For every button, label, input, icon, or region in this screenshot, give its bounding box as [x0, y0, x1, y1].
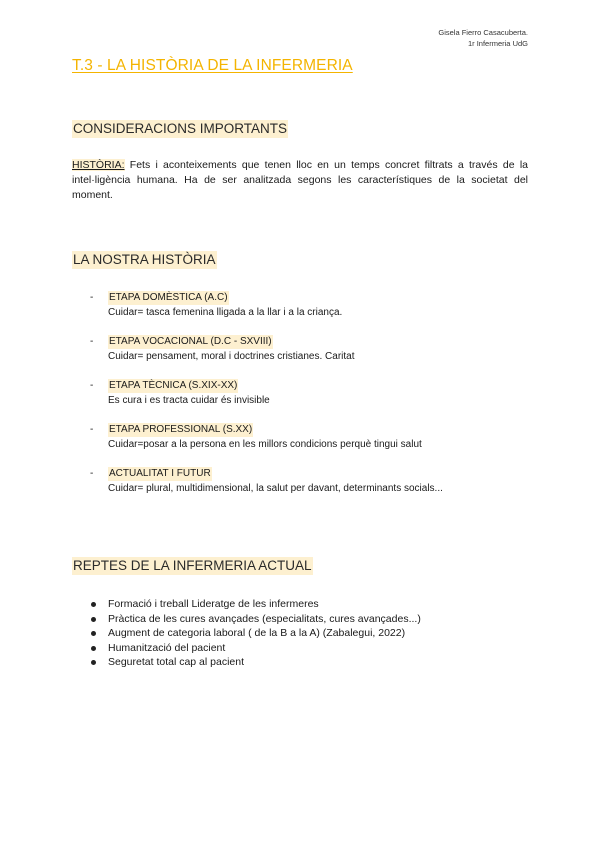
bullet-dot-icon [91, 646, 96, 651]
stage-description: Cuidar= plural, multidimensional, la salut per davant, determinants socials... [108, 483, 443, 494]
challenge-text: Augment de categoria laboral ( de la B a la A) (Zabalegui, 2022) [108, 627, 406, 640]
challenge-text: Humanització del pacient [108, 641, 226, 654]
stage-name: ETAPA PROFESSIONAL (S.XX) [109, 424, 253, 435]
list-item [90, 626, 421, 641]
stage-description: Cuidar= pensament, moral i doctrines cristianes. Caritat [108, 351, 355, 362]
challenge-text: Formació i treball Lideratge de les infermeres [108, 598, 319, 610]
bullet-dot-icon [91, 602, 96, 607]
challenge-text: Seguretat total cap al pacient [108, 656, 245, 669]
challenge-text: Pràctica de les cures avançades (especialitats, cures avançades...) [108, 612, 421, 625]
author-name: Gisela Fierro Casacuberta. [438, 28, 528, 37]
list-item [90, 641, 421, 656]
challenges-heading: REPTES DE LA INFERMERIA ACTUAL [73, 558, 312, 573]
stage-name: ETAPA VOCACIONAL (D.C - SXVIII) [109, 336, 272, 347]
bullet-dot-icon [91, 631, 96, 636]
stage-description: Cuidar=posar a la persona en les millors condicions perquè tingui salut [108, 439, 422, 450]
dash-bullet: - [90, 292, 94, 303]
challenges-list [90, 597, 421, 670]
stage-name: ACTUALITAT I FUTUR [109, 468, 211, 479]
stage-description: Cuidar= tasca femenina lligada a la llar i a la criança. [108, 307, 343, 318]
dash-bullet: - [90, 380, 94, 391]
history-definition [72, 158, 528, 203]
bullet-dot-icon [91, 660, 96, 665]
author-course: 1r Infermeria UdG [467, 39, 528, 48]
page-title: T.3 - LA HISTÒRIA DE LA INFERMERIA [72, 57, 353, 74]
considerations-heading: CONSIDERACIONS IMPORTANTS [73, 121, 288, 136]
list-item [90, 597, 421, 612]
dash-bullet: - [90, 468, 94, 479]
stage-name: ETAPA DOMÈSTICA (A.C) [109, 292, 228, 303]
stage-description: Es cura i es tracta cuidar és invisible [108, 395, 270, 406]
list-item [90, 612, 421, 627]
author-block [438, 27, 528, 49]
history-term: HISTÒRIA: [72, 159, 125, 171]
stage-name: ETAPA TÈCNICA (S.XIX-XX) [109, 380, 238, 391]
history-definition-text: Fets i aconteixements que tenen lloc en un temps concret filtrats a través de la intel·ligència humana. Ha de ser analitzada segons les característiques de la societat del moment. [72, 159, 528, 201]
dash-bullet: - [90, 424, 94, 435]
list-item [90, 655, 421, 670]
dash-bullet: - [90, 336, 94, 347]
bullet-dot-icon [91, 617, 96, 622]
our-history-heading: LA NOSTRA HISTÒRIA [73, 252, 216, 267]
